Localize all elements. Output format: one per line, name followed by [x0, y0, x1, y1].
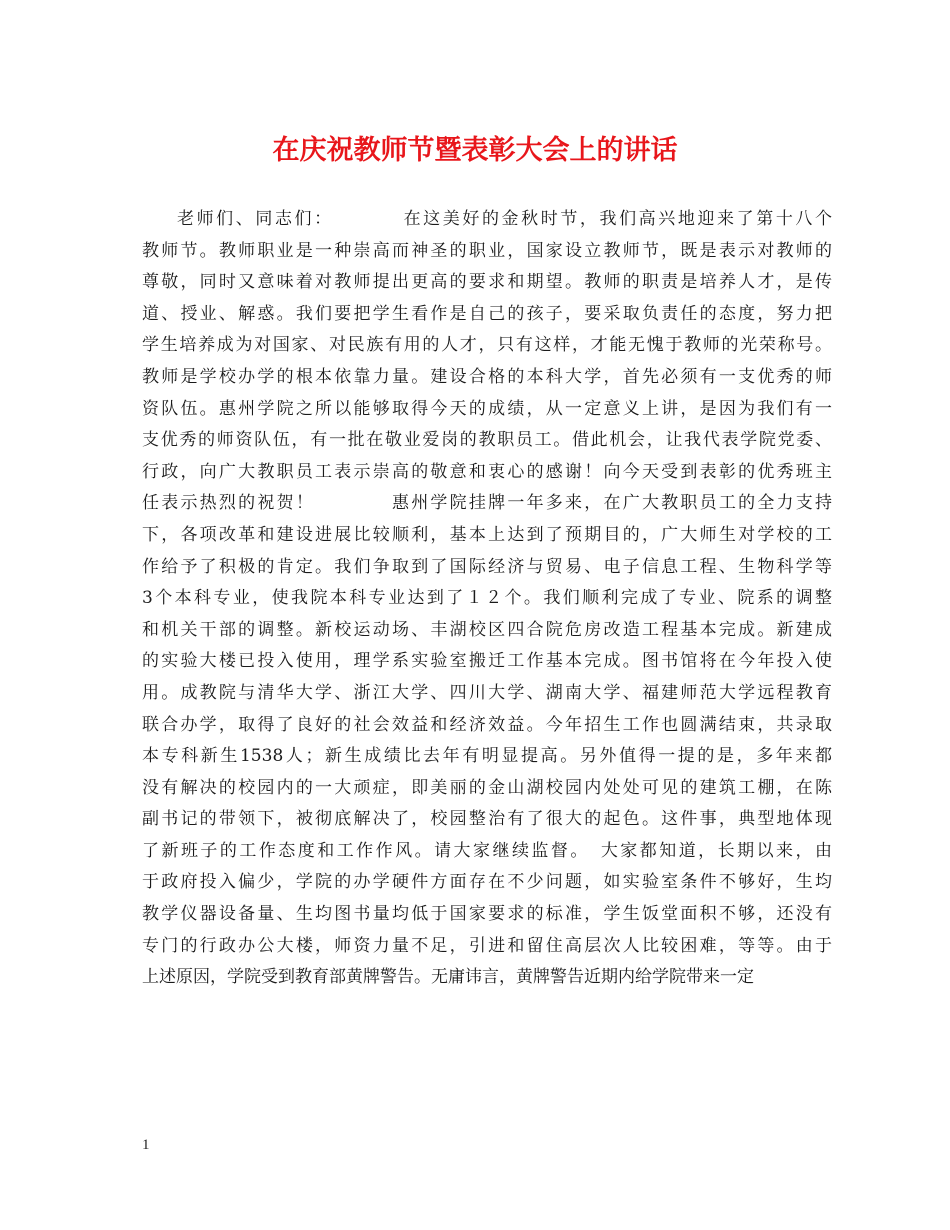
text-line: 教师节。教师职业是一种崇高而神圣的职业，国家设立教师节，既是表示对教师的 [142, 240, 832, 261]
text-line: 于政府投入偏少，学院的办学硬件方面存在不少问题，如实验室条件不够好，生均 [142, 872, 832, 893]
text-line: 用。成教院与清华大学、浙江大学、四川大学、湖南大学、福建师范大学远程教育 [142, 682, 832, 703]
text-line: 道、授业、解惑。我们要把学生看作是自己的孩子，要采取负责任的态度，努力把 [142, 303, 832, 324]
page-number: 1 [142, 1137, 150, 1153]
text-line: 行政，向广大教职员工表示崇高的敬意和衷心的感谢！向今天受到表彰的优秀班主 [142, 461, 832, 482]
text-line: 老师们、同志们： 在这美好的金秋时节，我们高兴地迎来了第十八个 [177, 209, 832, 229]
text-line: 支优秀的师资队伍，有一批在敬业爱岗的教职员工。借此机会，让我代表学院党委、 [142, 430, 832, 451]
text-line: 学生培养成为对国家、对民族有用的人才，只有这样，才能无愧于教师的光荣称号。 [142, 335, 832, 356]
text-line: 没有解决的校园内的一大顽症，即美丽的金山湖校园内处处可见的建筑工棚，在陈 [142, 777, 832, 798]
text-line: 了新班子的工作态度和工作作风。请大家继续监督。 大家都知道，长期以来，由 [142, 840, 832, 861]
text-line: 副书记的带领下，被彻底解决了，校园整治有了很大的起色。这件事，典型地体现 [142, 809, 832, 830]
text-line: 专门的行政办公大楼，师资力量不足，引进和留住高层次人比较困难，等等。由于 [142, 935, 832, 956]
text-line: 本专科新生1538人；新生成绩比去年有明显提高。另外值得一提的是，多年来都 [142, 746, 832, 767]
text-line: 的实验大楼已投入使用，理学系实验室搬迁工作基本完成。图书馆将在今年投入使 [142, 651, 832, 672]
text-line: 下，各项改革和建设进展比较顺利，基本上达到了预期目的，广大师生对学校的工 [142, 524, 832, 545]
text-line: 尊敬，同时又意味着对教师提出更高的要求和期望。教师的职责是培养人才，是传 [142, 272, 832, 293]
text-line: 作给予了积极的肯定。我们争取到了国际经济与贸易、电子信息工程、生物科学等 [142, 556, 832, 577]
text-line: 教学仪器设备量、生均图书量均低于国家要求的标准，学生饭堂面积不够，还没有 [142, 904, 832, 925]
text-line: 教师是学校办学的根本依靠力量。建设合格的本科大学，首先必须有一支优秀的师 [142, 366, 832, 387]
document-title: 在庆祝教师节暨表彰大会上的讲话 [272, 135, 678, 166]
text-line: 任表示热烈的祝贺！ 惠州学院挂牌一年多来，在广大教职员工的全力支持 [142, 493, 832, 514]
text-line: 上述原因，学院受到教育部黄牌警告。无庸讳言，黄牌警告近期内给学院带来一定 [142, 967, 754, 988]
text-line: 和机关干部的调整。新校运动场、丰湖校区四合院危房改造工程基本完成。新建成 [142, 619, 832, 640]
text-line: 联合办学，取得了良好的社会效益和经济效益。今年招生工作也圆满结束，共录取 [142, 714, 832, 735]
speech-body [142, 204, 832, 994]
text-line: 资队伍。惠州学院之所以能够取得今天的成绩，从一定意义上讲，是因为我们有一 [142, 398, 832, 419]
text-line: 3个本科专业，使我院本科专业达到了１２个。我们顺利完成了专业、院系的调整 [142, 588, 832, 609]
